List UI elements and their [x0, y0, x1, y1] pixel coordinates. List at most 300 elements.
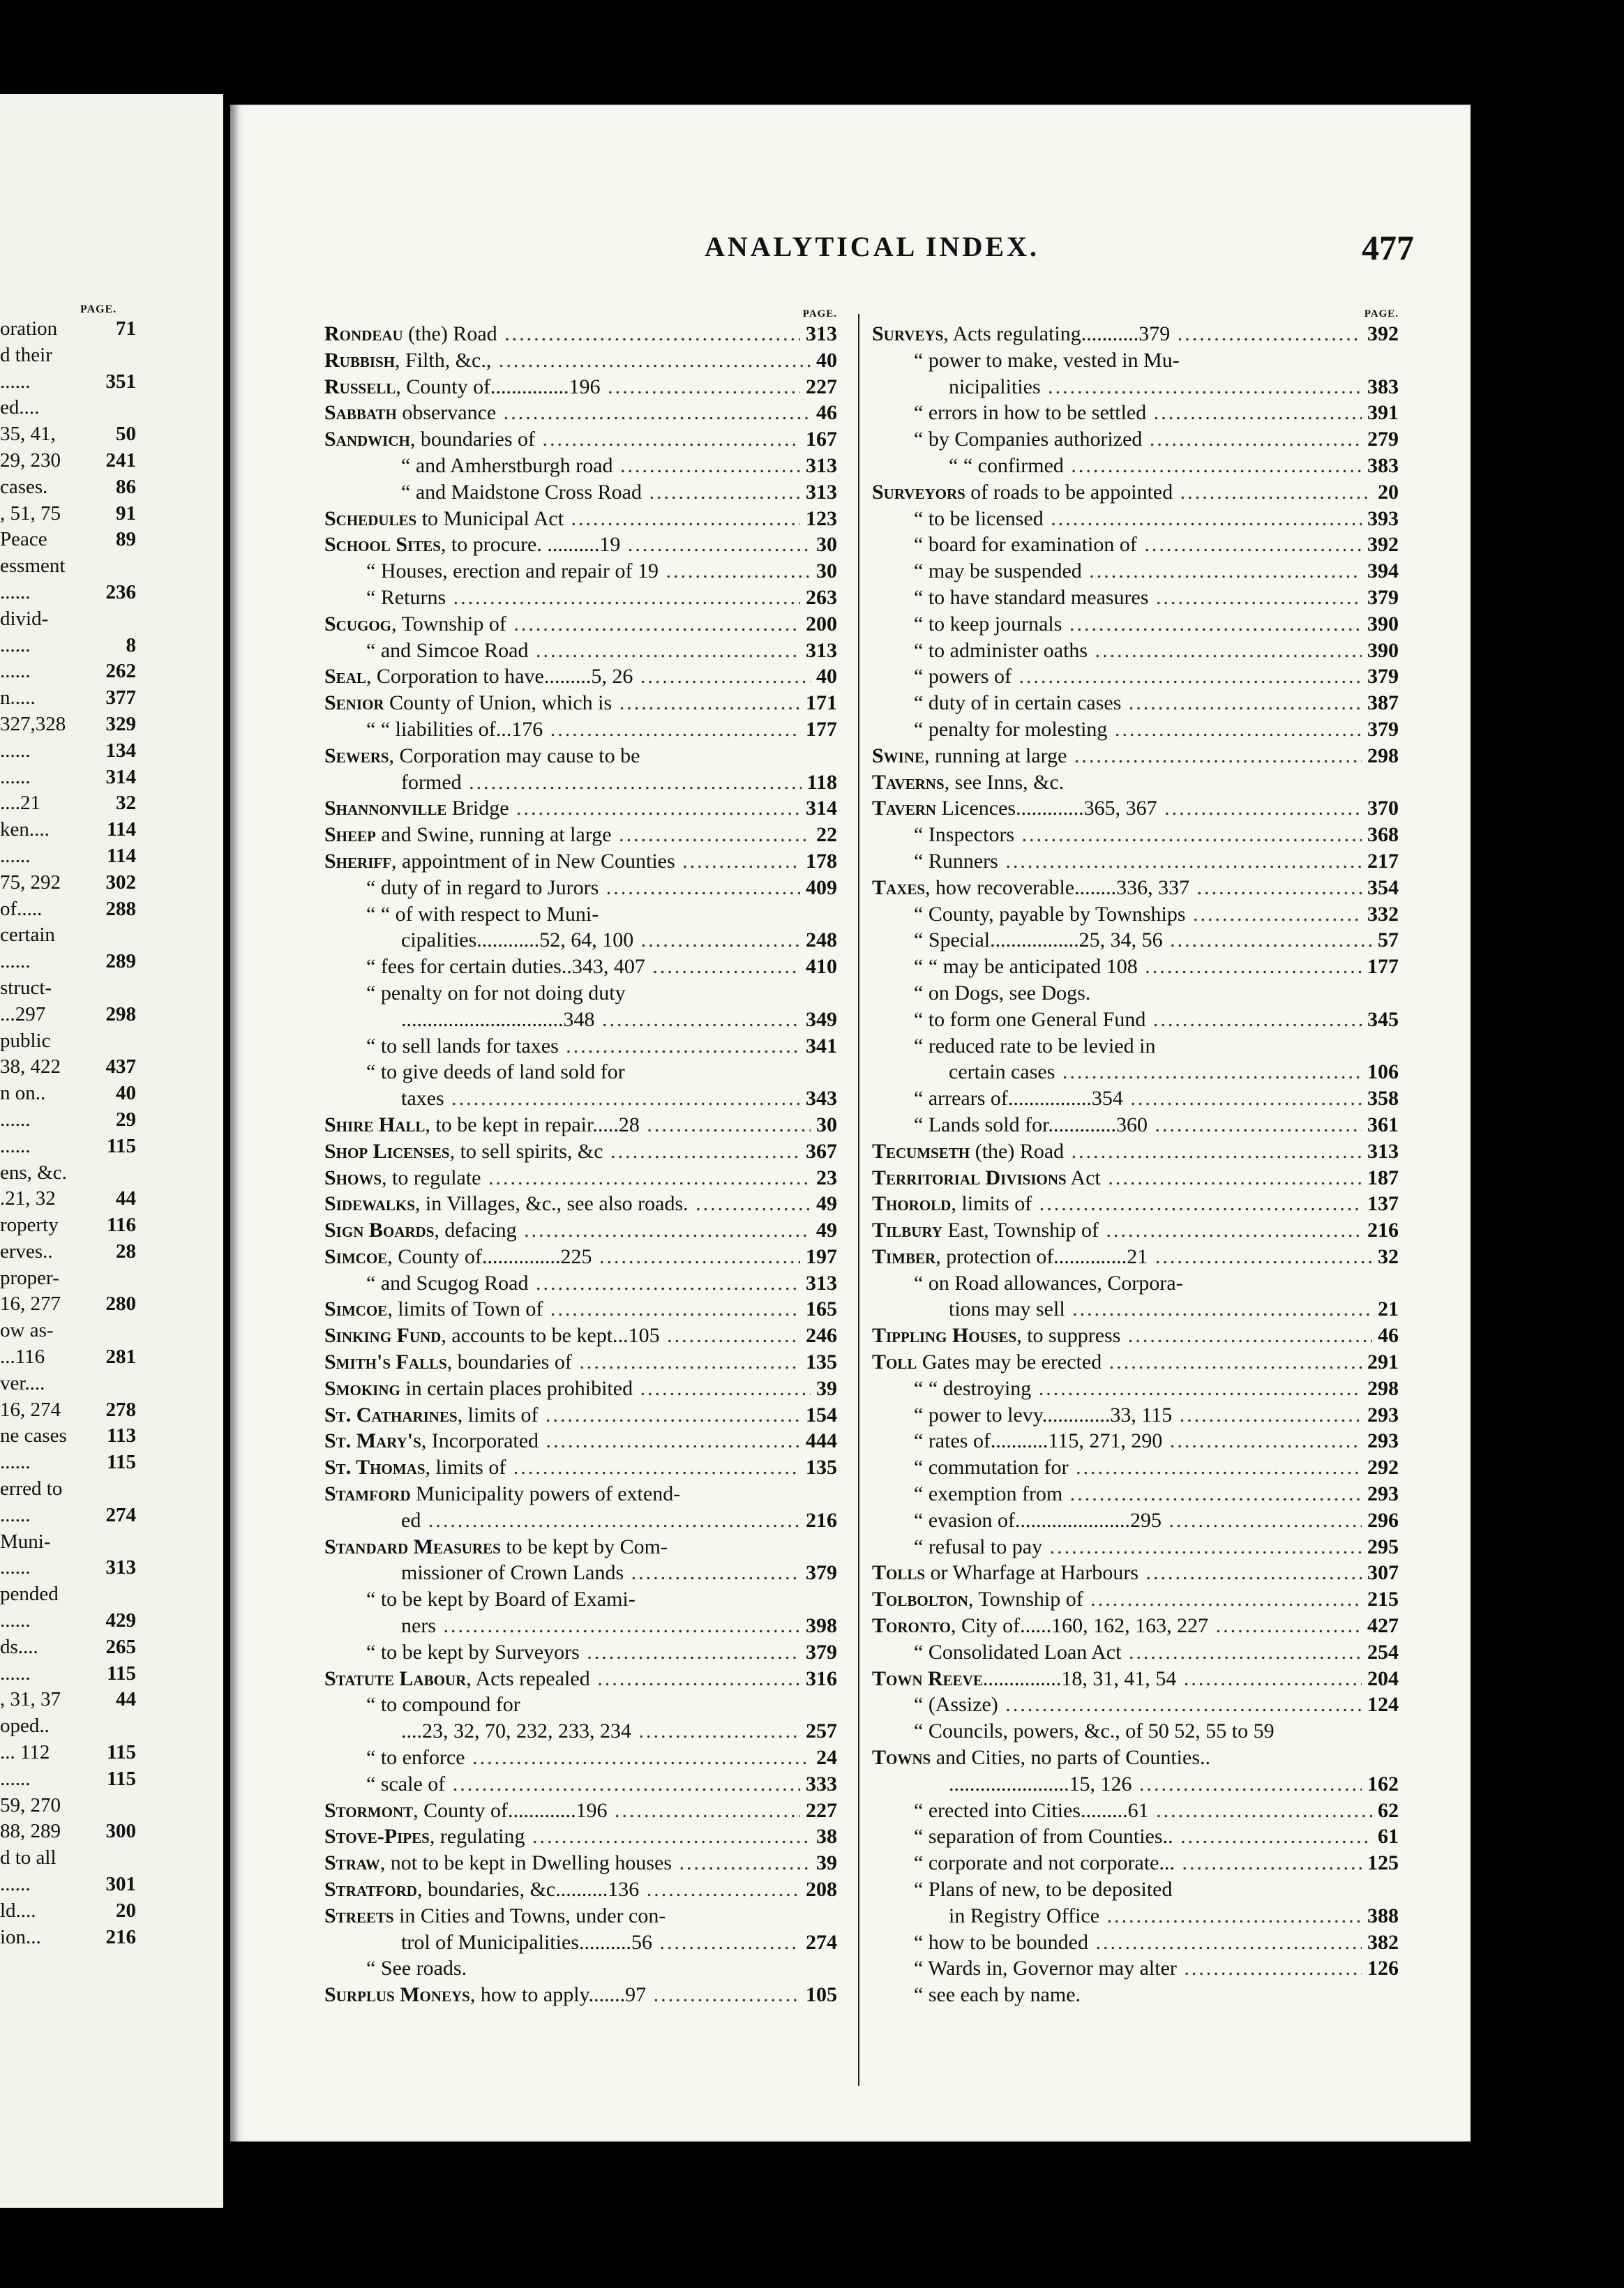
index-entry-text	[914, 506, 1399, 532]
index-entry-heading: Territorial Divisions	[872, 1166, 1067, 1189]
facing-page-line	[0, 1476, 223, 1503]
index-entry-text	[366, 1033, 837, 1060]
index-entry-page: 410	[800, 954, 837, 980]
index-entry-text	[366, 954, 837, 980]
index-entry-subtext: and Swine, running at large	[375, 823, 612, 847]
index-entry-subtext: , Acts repealed	[466, 1666, 590, 1690]
index-entry-heading: Stratford	[324, 1878, 417, 1902]
index-entry-text	[872, 1191, 1399, 1217]
index-entry-subtext: , boundaries of	[409, 428, 535, 451]
index-entry-text	[872, 769, 1064, 796]
index-entry	[324, 769, 837, 796]
facing-page-line	[0, 1239, 223, 1265]
index-entry-page: 227	[800, 1798, 837, 1824]
facing-page-line-text: .21, 32	[0, 1187, 56, 1210]
index-entry-text	[872, 321, 1399, 347]
index-entry	[324, 374, 837, 400]
facing-page-line-text: , 31, 37	[0, 1688, 61, 1711]
index-entry-text	[324, 663, 837, 690]
facing-page-line	[0, 738, 223, 765]
index-entry-text	[914, 1507, 1399, 1534]
index-entry-page: 313	[800, 479, 837, 506]
index-entry-page: 274	[800, 1929, 837, 1956]
index-entry-page: 379	[800, 1560, 837, 1586]
index-entry-heading: Sheriff	[324, 849, 392, 873]
index-entry-subtext: , how recoverable........336, 337	[925, 875, 1190, 899]
index-entry-text	[324, 1244, 837, 1270]
index-entry-text	[914, 1454, 1399, 1481]
index-entry-page: 392	[1362, 532, 1399, 558]
index-entry-heading: Timber	[872, 1244, 936, 1268]
facing-page-line-page: 113	[107, 1424, 136, 1447]
index-entry-subtext: “ errors in how to be settled	[914, 401, 1147, 425]
index-entry-heading: Sign Boards	[324, 1219, 435, 1242]
index-entry	[324, 1666, 837, 1692]
index-entry-page: 135	[800, 1454, 837, 1481]
index-entry-heading: Sandwich	[324, 428, 410, 451]
index-entry-text	[914, 638, 1399, 664]
index-entry-subtext: Municipality powers of extend-	[410, 1482, 681, 1506]
index-entry-page: 62	[1372, 1798, 1399, 1824]
index-entry-text	[872, 795, 1399, 822]
index-entry	[324, 347, 837, 374]
index-entry	[872, 1085, 1399, 1112]
facing-page-line	[0, 316, 223, 343]
index-entry	[324, 1639, 837, 1666]
index-entry	[324, 1560, 837, 1586]
index-entry-heading: Tavern	[872, 797, 936, 820]
index-entry-text	[324, 1534, 668, 1560]
index-entry	[872, 1613, 1399, 1639]
index-entry-subtext: “ Councils, powers, &c., of 50 52, 55 to 59	[914, 1719, 1275, 1743]
facing-page-line-text: 327,328	[0, 712, 66, 735]
index-entry-subtext: “ to give deeds of land sold for	[366, 1060, 625, 1084]
facing-page-line-text: roperty	[0, 1214, 59, 1237]
index-entry	[872, 848, 1399, 875]
index-entry-subtext: “ erected into Cities.........61	[914, 1798, 1149, 1822]
index-entry-page: 314	[800, 795, 837, 822]
facing-page-line	[0, 474, 223, 501]
index-entry	[872, 506, 1399, 532]
index-entry-text	[949, 1771, 1399, 1798]
index-entry-page: 46	[811, 400, 837, 426]
facing-page-line-page: 40	[116, 1082, 136, 1105]
index-entry-subtext: “ and Maidstone Cross Road	[401, 480, 642, 504]
index-entry-subtext: “ Houses, erection and repair of 19	[366, 559, 659, 583]
index-entry	[872, 347, 1399, 374]
facing-page-line-page: 44	[116, 1688, 136, 1711]
index-entry-text	[324, 743, 640, 769]
facing-page-line-page: 32	[116, 792, 136, 815]
index-column-right	[872, 307, 1399, 2008]
index-entry-subtext: ners	[401, 1614, 436, 1638]
page-title: ANALYTICAL INDEX.	[705, 231, 1039, 262]
facing-page-line-page: 114	[107, 844, 136, 867]
index-entry	[324, 716, 837, 743]
facing-page-line-text: ......	[0, 633, 31, 656]
index-entry-subtext: “ exemption from	[914, 1482, 1063, 1506]
index-entry-subtext: “ “ of with respect to Muni-	[366, 902, 599, 926]
index-entry	[872, 638, 1399, 664]
index-entry	[324, 1798, 837, 1824]
index-entry-page: 49	[811, 1217, 837, 1244]
index-entry-text	[914, 585, 1399, 611]
index-entry-text	[324, 1982, 837, 2008]
index-entry	[872, 1112, 1399, 1138]
facing-page-line	[0, 553, 223, 580]
index-entry-subtext: (the) Road	[970, 1139, 1065, 1163]
index-entry	[324, 1402, 837, 1429]
facing-page-line	[0, 658, 223, 685]
index-entry-subtext: “ Lands sold for.............360	[914, 1113, 1148, 1136]
facing-page-line-page: 115	[107, 1741, 136, 1764]
facing-page-line-page: 134	[105, 739, 136, 762]
index-entry	[324, 1007, 837, 1033]
facing-page-line-page: 115	[107, 1134, 136, 1157]
index-entry	[324, 611, 837, 638]
facing-page-line-page: 115	[107, 1451, 136, 1474]
facing-page-line-text: ......	[0, 1556, 31, 1579]
index-entry-subtext: “ “ destroying	[914, 1376, 1032, 1400]
index-entry-text	[401, 1007, 837, 1033]
index-entry-subtext: , appointment of in New Counties	[391, 849, 675, 873]
facing-page-line-text: 75, 292	[0, 871, 61, 894]
index-entry-page: 167	[800, 426, 837, 453]
facing-page-line-text: ......	[0, 370, 31, 393]
facing-page-line-text: ......	[0, 1134, 31, 1157]
index-entry-subtext: certain cases	[949, 1060, 1055, 1084]
index-entry-page: 216	[800, 1507, 837, 1534]
index-entry-page: 279	[1362, 426, 1399, 453]
facing-page-line-text: 29, 230	[0, 449, 61, 472]
index-entry-heading: Surplus Moneys	[324, 1983, 470, 2007]
index-entry	[324, 1165, 837, 1191]
index-entry-page: 358	[1362, 1085, 1399, 1112]
facing-page-line-page: 289	[105, 950, 136, 973]
index-entry-text	[872, 1323, 1399, 1349]
index-entry	[324, 1929, 837, 1956]
index-entry-text	[366, 585, 837, 611]
index-entry-subtext: to be kept by Com-	[500, 1535, 668, 1558]
index-entry	[872, 1771, 1399, 1798]
index-entry-heading: Simcoe	[324, 1297, 388, 1321]
index-entry-heading: Town Reeve	[872, 1666, 983, 1690]
index-entry-subtext: to Municipal Act	[416, 506, 564, 530]
index-entry-text	[401, 1613, 837, 1639]
index-entry-subtext: “ to administer oaths	[914, 638, 1088, 662]
index-entry-text	[324, 1165, 837, 1191]
facing-page-line-page: 300	[105, 1820, 136, 1843]
index-entry-text	[914, 1929, 1399, 1956]
index-entry	[324, 400, 837, 426]
index-entry-subtext: observance	[396, 401, 497, 425]
index-entry-text	[914, 1033, 1156, 1060]
index-entry-page: 341	[800, 1033, 837, 1060]
index-entry-text	[401, 769, 837, 796]
index-entry-page: 392	[1362, 321, 1399, 347]
facing-page-line-page: 298	[105, 1002, 136, 1025]
index-entry-subtext: “ (Assize)	[914, 1693, 998, 1717]
facing-page-line-text: ken....	[0, 818, 50, 841]
index-entry-text	[324, 1850, 837, 1876]
index-entry-page: 165	[800, 1296, 837, 1323]
facing-page-line	[0, 975, 223, 1002]
index-entry	[872, 1323, 1399, 1349]
index-entry-subtext: , to sell spirits, &c	[449, 1139, 603, 1163]
index-entry	[324, 822, 837, 848]
facing-page-line-text: public	[0, 1029, 51, 1052]
index-entry-subtext: , regulating	[429, 1825, 525, 1849]
index-entry-text	[324, 1323, 837, 1349]
facing-page-line-text: 88, 289	[0, 1820, 61, 1843]
facing-page-line	[0, 1134, 223, 1160]
index-entry-subtext: nicipalities	[949, 375, 1041, 398]
index-entry-heading: Simcoe	[324, 1244, 388, 1268]
index-entry-subtext: “ to compound for	[366, 1693, 520, 1717]
facing-page-line	[0, 448, 223, 474]
facing-page-line-page: 314	[105, 765, 136, 788]
index-entry	[872, 1666, 1399, 1692]
facing-page-line	[0, 343, 223, 369]
index-entry-heading: Russell	[324, 375, 396, 398]
index-entry	[324, 795, 837, 822]
index-entry	[872, 1402, 1399, 1429]
index-entry-text	[324, 1191, 837, 1217]
facing-page-line-text: 59, 270	[0, 1793, 61, 1816]
index-entry-text	[366, 1586, 636, 1613]
index-entry	[872, 1692, 1399, 1718]
index-entry-page: 217	[1362, 848, 1399, 875]
index-entry-text	[914, 1270, 1183, 1297]
index-entry	[324, 532, 837, 558]
index-entry-heading: Sheep	[324, 823, 376, 847]
index-entry	[324, 1244, 837, 1270]
index-entry	[872, 769, 1399, 796]
index-entry-subtext: “ duty of in certain cases	[914, 691, 1122, 715]
index-entry	[324, 1534, 837, 1560]
index-entry	[324, 1454, 837, 1481]
index-entry	[872, 1191, 1399, 1217]
index-entry	[872, 1244, 1399, 1270]
facing-page-line-text: ......	[0, 1503, 31, 1526]
index-entry	[872, 1507, 1399, 1534]
facing-page-line-page: 265	[105, 1635, 136, 1658]
index-entry-page: 368	[1362, 822, 1399, 848]
facing-page-line	[0, 1872, 223, 1898]
index-entry-subtext: “ Plans of new, to be deposited	[914, 1878, 1173, 1902]
index-entry-subtext: , Incorporated	[421, 1429, 539, 1453]
index-entry-page: 118	[802, 769, 837, 796]
index-entry-text	[324, 347, 837, 374]
index-entry-heading: Smith's Falls	[324, 1350, 447, 1374]
index-entry-page: 313	[1362, 1138, 1399, 1165]
facing-page-line-text: struct-	[0, 976, 52, 999]
facing-page-line	[0, 1265, 223, 1292]
index-entry-heading: Streets	[324, 1904, 394, 1927]
index-entry-text	[872, 1745, 1210, 1771]
index-entry-subtext: “ by Companies authorized	[914, 428, 1143, 451]
index-entry-subtext: ....23, 32, 70, 232, 233, 234	[401, 1719, 631, 1743]
index-entry-subtext: tions may sell	[949, 1297, 1065, 1321]
index-entry-text	[914, 1112, 1399, 1138]
index-entry-subtext: “ board for examination of	[914, 533, 1137, 557]
index-entry-heading: Sabbath	[324, 401, 397, 425]
index-entry-text	[401, 927, 837, 954]
index-entry-text	[324, 506, 837, 532]
facing-page-line-text: essment	[0, 555, 66, 578]
index-entry-text	[949, 374, 1399, 400]
index-entry	[872, 1059, 1399, 1085]
facing-page-line	[0, 580, 223, 606]
facing-page-line-page: 8	[126, 633, 136, 656]
index-entry-text	[324, 1349, 837, 1376]
index-entry	[324, 663, 837, 690]
index-entry	[324, 506, 837, 532]
facing-page-line	[0, 1713, 223, 1740]
index-entry-page: 427	[1362, 1613, 1399, 1639]
index-entry-text	[324, 1481, 680, 1507]
facing-page-column-label: PAGE.	[80, 303, 117, 315]
index-entry	[324, 927, 837, 954]
index-entry	[872, 1376, 1399, 1402]
index-entry-subtext: , boundaries of	[446, 1350, 572, 1374]
index-entry-page: 293	[1362, 1481, 1399, 1507]
index-entry-subtext: .......................15, 126	[949, 1772, 1132, 1796]
facing-page-line	[0, 1344, 223, 1371]
facing-page-line-page: 86	[116, 475, 136, 498]
facing-page-line-text: divid-	[0, 607, 49, 630]
index-entry-text	[914, 532, 1399, 558]
index-entry	[324, 980, 837, 1007]
index-entry-subtext: “ penalty on for not doing duty	[366, 981, 626, 1004]
index-entry-page: 40	[811, 663, 837, 690]
index-entry-subtext: “ “ may be anticipated 108	[914, 955, 1138, 979]
facing-page-line-text: ... 112	[0, 1741, 50, 1764]
index-entry-text	[872, 1349, 1399, 1376]
index-entry-subtext: in Registry Office	[949, 1904, 1100, 1927]
index-entry-text	[401, 453, 837, 479]
index-entry-subtext: “ power to make, vested in Mu-	[914, 348, 1180, 372]
facing-page-line	[0, 1687, 223, 1713]
facing-page-line	[0, 1212, 223, 1239]
facing-page-line-text: proper-	[0, 1266, 59, 1289]
index-entry-text	[914, 426, 1399, 453]
index-entry-text	[324, 795, 837, 822]
facing-page-line-text: 16, 277	[0, 1293, 61, 1316]
index-entry-subtext: of roads to be appointed	[965, 480, 1173, 504]
index-entry-page: 39	[811, 1850, 837, 1876]
index-entry-text	[366, 1059, 625, 1085]
index-entry-page: 390	[1362, 611, 1399, 638]
index-entry-heading: Tecumseth	[872, 1139, 970, 1163]
index-entry	[324, 1955, 837, 1982]
index-entry-subtext: , to procure. ..........19	[440, 533, 621, 557]
index-entry	[872, 822, 1399, 848]
facing-page-line	[0, 1318, 223, 1344]
index-entry	[324, 453, 837, 479]
index-entry-page: 391	[1362, 400, 1399, 426]
index-entry	[324, 1296, 837, 1323]
index-entry-heading: Stamford	[324, 1482, 411, 1506]
index-entry-text	[324, 321, 837, 347]
index-entry-page: 20	[1372, 479, 1399, 506]
facing-page-line-text: Peace	[0, 528, 47, 551]
index-entry-subtext: “ and Amherstburgh road	[401, 453, 613, 477]
index-entry-page: 30	[811, 558, 837, 585]
index-entry-heading: Statute Labour	[324, 1666, 467, 1690]
index-entry-page: 291	[1362, 1349, 1399, 1376]
index-entry-text	[872, 1586, 1399, 1613]
index-entry-subtext: “ “ liabilities of...176	[366, 717, 543, 741]
index-entry-text	[324, 1376, 837, 1402]
index-entry-subtext: , limits of	[951, 1192, 1032, 1216]
page-column-label: PAGE.	[802, 308, 837, 319]
index-entry-subtext: “ rates of...........115, 271, 290	[914, 1429, 1163, 1453]
index-entry-text	[324, 1454, 837, 1481]
facing-page-line	[0, 790, 223, 817]
index-entry-subtext: “ duty of in regard to Jurors	[366, 875, 599, 899]
index-entry	[872, 1217, 1399, 1244]
facing-page-line-page: 274	[105, 1503, 136, 1526]
index-entry-page: 227	[800, 374, 837, 400]
index-entry-heading: St. Thomas	[324, 1456, 426, 1480]
index-entry-page: 307	[1362, 1560, 1399, 1586]
index-entry-subtext: , to be kept in repair.....28	[425, 1113, 640, 1136]
index-entry-text	[324, 1138, 837, 1165]
index-entry	[872, 1481, 1399, 1507]
index-entry-page: 57	[1372, 927, 1399, 954]
index-entry-text	[872, 1217, 1399, 1244]
index-entry-page: 394	[1362, 558, 1399, 585]
facing-page-line-page: 115	[107, 1767, 136, 1790]
index-entry-page: 313	[800, 638, 837, 664]
index-entry-text	[324, 1876, 837, 1903]
facing-page-line	[0, 1529, 223, 1556]
index-entry-page: 49	[811, 1191, 837, 1217]
index-entry-subtext: , County of.............196	[413, 1798, 608, 1822]
index-entry	[872, 1349, 1399, 1376]
index-entry-heading: St. Catharines	[324, 1403, 458, 1427]
facing-page-line	[0, 633, 223, 659]
index-entry-subtext: “ evasion of......................295	[914, 1508, 1161, 1532]
index-entry	[872, 795, 1399, 822]
index-entry-page: 30	[811, 532, 837, 558]
index-entry	[872, 611, 1399, 638]
index-entry-text	[914, 716, 1399, 743]
index-entry-subtext: East, Township of	[942, 1219, 1099, 1242]
index-entry-page: 393	[1362, 506, 1399, 532]
facing-page-line	[0, 1054, 223, 1081]
facing-page-line	[0, 1581, 223, 1608]
index-entry	[324, 426, 837, 453]
index-entry-subtext: “ to enforce	[366, 1746, 465, 1770]
facing-page-line-text: certain	[0, 924, 55, 947]
index-entry-page: 257	[800, 1718, 837, 1745]
index-entry-subtext: , how to apply.......97	[469, 1983, 647, 2007]
index-entry-subtext: “ to be kept by Board of Exami-	[366, 1588, 636, 1611]
facing-page-line-text: oped..	[0, 1715, 50, 1738]
index-entry-text	[366, 1692, 520, 1718]
index-entry-text	[324, 1428, 837, 1454]
facing-page-line	[0, 843, 223, 870]
index-entry	[324, 1349, 837, 1376]
index-entry	[872, 1639, 1399, 1666]
index-entry-page: 123	[800, 506, 837, 532]
facing-page-line-text: ......	[0, 580, 31, 603]
facing-page-line	[0, 527, 223, 553]
index-entry-text	[914, 1692, 1399, 1718]
index-entry-text	[872, 1613, 1399, 1639]
